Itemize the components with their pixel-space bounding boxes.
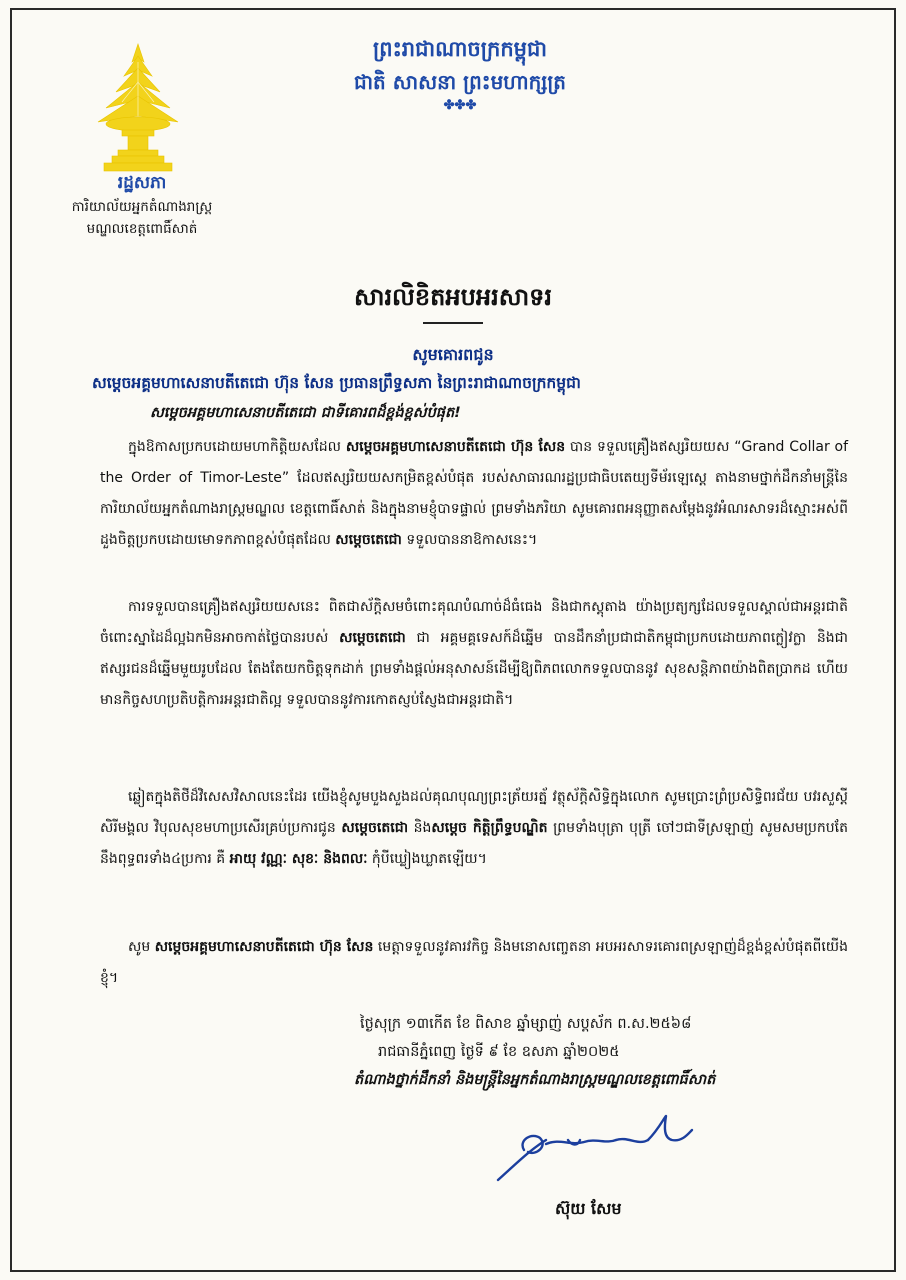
- body-paragraph-2: [100, 592, 848, 716]
- body-paragraph-3: [100, 782, 848, 875]
- p1-bold-1: សម្តេចអគ្គមហាសេនាបតីតេជោ ហ៊ុន សែន: [345, 439, 566, 455]
- p1-bold-2: សម្តេចតេជោ: [335, 532, 402, 548]
- p1-text-a: ក្នុងឱកាសប្រកបដោយមហាកិត្តិយសដែល: [128, 439, 346, 455]
- issuing-office: [62, 170, 222, 240]
- kingdom-line-1: ព្រះរាជាណាចក្រកម្ពុជា: [372, 36, 547, 61]
- p3-text-d: ព្រមទាំងបុត្រា បុត្រី ចៅៗជាទីស្រឡាញ់ សូមសមប្រកបតែនឹងពុទ្ធពរទាំង៤ប្រការ គឺ: [100, 820, 848, 867]
- salutation: សម្តេចអគ្គមហាសេនាបតីតេជោ ជាទីគោរពដ៏ខ្ពង់ខ្ពស់បំផុត!: [150, 405, 461, 421]
- p3-bold-1: សម្តេចតេជោ: [341, 820, 409, 836]
- addressee-to: សូមគោរពជូន: [412, 345, 494, 364]
- p3-bold-2: សម្តេច កិត្តិព្រឹទ្ធបណ្ឌិត: [431, 820, 548, 836]
- p1-text-c: បាន ទទួលគ្រឿងឥស្សរិយយស “Grand Collar of the Order of Timor-Leste” ដែលឥស្សរិយយសកម្រិតខ្ពស់បំផុត របស់សាធារណរដ្ឋប្រជាធិបតេយ្យទីម័រឡេស្តេ តាងនាមថ្នាក់ដឹកនាំមន្ត្រីនៃការិយាល័យអ្នកតំណាងរាស្ត្រមណ្ឌល ខេត្តពោធិ៍សាត់ និងក្នុងនាមខ្ញុំបាទផ្ទាល់ ព្រមទាំងភរិយា សូមគោរពអនុញ្ញាតសម្តែងនូវអំណរសាទរដ៏ស្មោះអស់ពី ដួងចិត្តប្រកបដោយមោទកភាពខ្ពស់បំផុតដែល: [100, 439, 848, 548]
- solar-date: រាជធានីភ្នំពេញ ថ្ងៃទី ៩ ខែ ឧសភា ឆ្នាំ២០២៥: [378, 1044, 620, 1060]
- p4-bold-1: សម្តេចអគ្គមហាសេនាបតីតេជោ ហ៊ុន សែន: [154, 939, 374, 955]
- dept-name: រដ្ឋសភា: [117, 173, 167, 193]
- handwritten-signature: [488, 1110, 698, 1190]
- office-line-1: ការិយាល័យអ្នកតំណាងរាស្ត្រ: [71, 199, 213, 215]
- p1-text-d: ទទួលបាននាឱកាសនេះ។: [401, 532, 538, 548]
- assembly-emblem-icon: [92, 42, 184, 174]
- lunar-date: ថ្ងៃសុក្រ ១៣កើត ខែ ពិសាខ ឆ្នាំម្សាញ់ សប្តស័ក ព.ស.២៥៦៨: [360, 1016, 692, 1032]
- p3-text-c: និង: [408, 820, 432, 836]
- body-paragraph-4: [100, 932, 848, 994]
- kingdom-motto: [325, 32, 595, 114]
- closing-block: [354, 1010, 840, 1094]
- p4-text-a: សូម: [128, 939, 155, 955]
- p2-text-c: ជា អគ្គមគ្គទេសក៍ដ៏ឆ្នើម បានដឹកនាំប្រជាជាតិកម្ពុជាប្រកបដោយភាពក្លៀវក្លា និងជាឥស្សរជនដ៏ឆ្នើមមួយរូបដែល តែងតែយកចិត្តទុកដាក់ ព្រមទាំងផ្តល់អនុសាសន៍ដើម្បីឱ្យពិភពលោកទទួលបាននូវ សុខសន្តិភាពយ៉ាងពិតប្រាកដ ហើយមានកិច្ចសហប្រតិបត្តិការអន្តរជាតិល្អ ទទួលបាននូវការកោតស្ញប់ស្ញែងជាអន្តរជាតិ។: [100, 630, 848, 708]
- p4-text-c: មេត្តាទទួលនូវគារវកិច្ច និងមនោសញ្ចេតនា អបអរសាទរគោរពស្រឡាញ់ដ៏ខ្ពង់ខ្ពស់បំផុតពីយើងខ្ញុំ។: [100, 939, 849, 986]
- body-paragraph-1: [100, 432, 848, 556]
- p3-text-e: កុំបីឃ្លៀងឃ្លាតឡើយ។: [367, 851, 487, 867]
- p2-text-a: ការទទួលបានគ្រឿងឥស្សរិយយសនេះ ពិតជាស័ក្តិសមចំពោះគុណបំណាច់ដ៏ធំធេង និងជាកស្តុតាង យ៉ាងប្រត្យក្សដែលទទួលស្គាល់ជាអន្តរជាតិចំពោះស្នាដៃដ៏ល្អឯកមិនអាចកាត់ថ្លៃបានរបស់: [100, 599, 848, 646]
- p3-text-a: ឆ្លៀតក្នុងតិថីដ៏វិសេសវិសាលនេះដែរ យើងខ្ញុំសូមបួងសួងដល់គុណបុណ្យព្រះត្រ័យរត្ន័ វត្ថុស័ក្តិសិទ្ធិក្នុងលោក សូមប្រោះព្រំប្រសិទ្ធិពរជ័យ បវរសួស្តី សិរីមង្គល វិបុលសុខមហាប្រសើរគ្រប់ប្រការជូន: [100, 789, 848, 836]
- kingdom-line-2: ជាតិ សាសនា ព្រះមហាក្សត្រ: [354, 70, 566, 94]
- sender-title: តំណាងថ្នាក់ដឹកនាំ និងមន្ត្រីនៃអ្នកតំណាងរាស្ត្រមណ្ឌលខេត្តពោធិ៍សាត់: [354, 1072, 716, 1088]
- title-rule: [423, 322, 483, 324]
- p2-bold-1: សម្តេចតេជោ: [339, 630, 406, 646]
- ornament-divider: ✤✤✤: [443, 98, 477, 113]
- letter-title: សារលិខិតអបអរសាទរ: [353, 282, 553, 311]
- signer-name: ស៊ុយ សែម: [555, 1199, 622, 1218]
- addressee-recipient: សម្តេចអគ្គមហាសេនាបតីតេជោ ហ៊ុន សែន ប្រធានព្រឹទ្ធសភា នៃព្រះរាជាណាចក្រកម្ពុជា: [92, 374, 581, 392]
- office-line-2: មណ្ឌលខេត្តពោធិ៍សាត់: [86, 221, 198, 237]
- p3-bold-3: អាយុ វណ្ណៈ សុខៈ និងពលៈ: [229, 851, 368, 867]
